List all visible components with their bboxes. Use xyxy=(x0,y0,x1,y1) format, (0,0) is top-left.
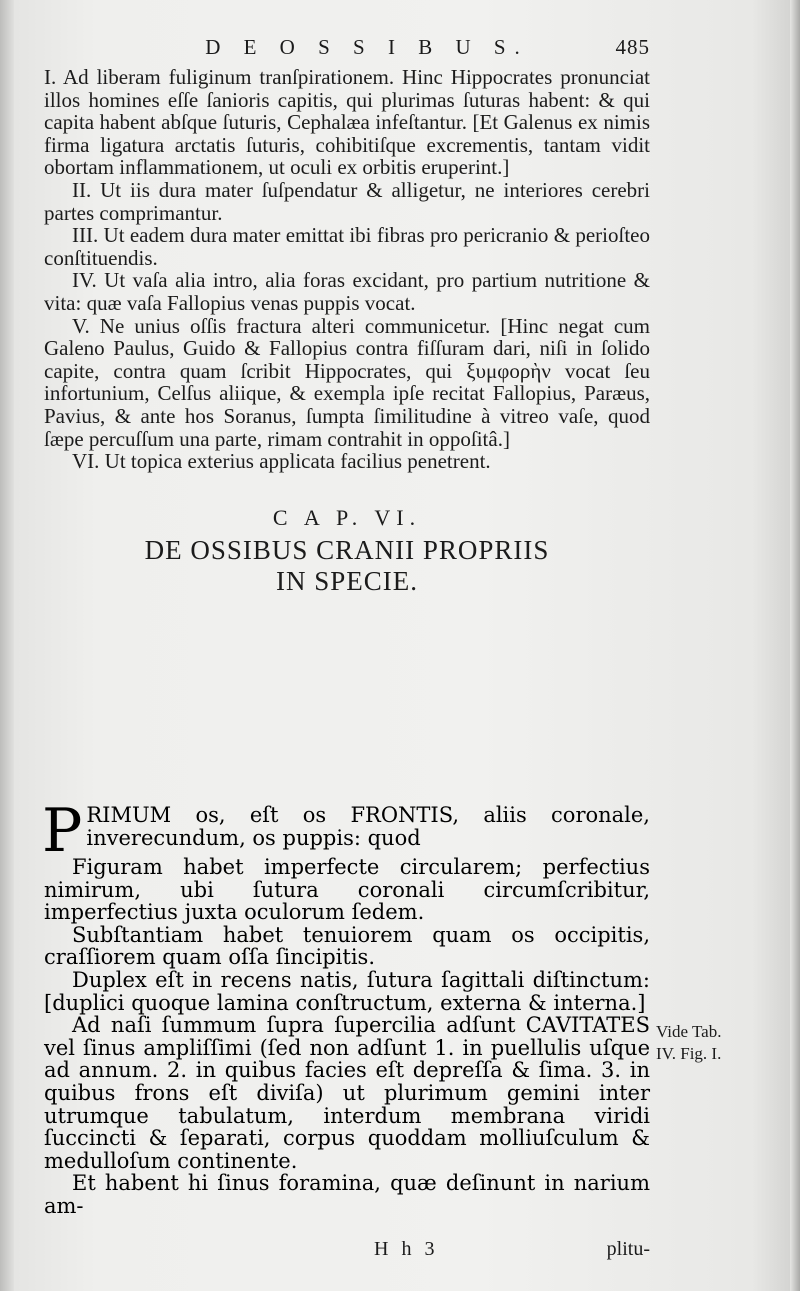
chapter-title-line-2: IN SPECIE. xyxy=(275,566,418,597)
paragraph-2: II. Ut iis dura mater ſuſpendatur & alligetur, ne interiores cerebri partes comprimantur. xyxy=(44,177,650,225)
paragraph-3: III. Ut eadem dura mater emittat ibi fibras pro pericranio & perioſteo conſtituendis. xyxy=(44,223,650,270)
running-head xyxy=(44,36,650,66)
chapter-label: C A P. VI. xyxy=(272,504,422,530)
paragraph-4: IV. Ut vaſa alia intro, alia foras excidant, pro partium nutritione & vita: quæ vaſa Fallopius venas puppis vocat. xyxy=(44,268,650,315)
chapter-title-line-1: DE OSSIBUS CRANII PROPRIIS xyxy=(144,535,550,566)
text-block xyxy=(44,36,650,613)
paragraph-cavitates: Ad naſi ſummum ſupra ſupercilia adſunt CAVITATES vel ſinus ampliſſimi (ſed non adſunt 1. in puellulis uſque ad annum. 2. in quibus facies eſt depreſſa & ſima. 3. in quibus frons eſt diviſa) ut plurimum gemini inter utrumque tabulatum, interdum membrana viridi ſuccincti & ſeparati, corpus quoddam molliuſculum & medulloſum continente. xyxy=(44,1013,650,1173)
page-gutter xyxy=(0,0,14,1291)
paragraph-1: I. Ad liberam fuliginum tranſpirationem. Hinc Hippocrates pronunciat illos homines eſſe ſanioris capitis, qui plurimas ſuturas habent: & qui capita habent abſque ſuturis, Cephalæa infeſtantur. [Et Galenus ex nimis firma ligatura arctatis ſuturis, cohibitiſque excrementis, tantam vidit obortam inflammationem, ut oculi ex orbitis eruperint.] xyxy=(44,65,650,180)
page-edge xyxy=(790,0,800,1291)
chapter-title xyxy=(44,535,650,597)
marginal-note-line-2: IV. Fig. I. xyxy=(656,1044,722,1063)
catchword: plitu- xyxy=(606,1238,650,1260)
paragraph-substantia: Subſtantiam habet tenuiorem quam os occipitis, craſſiorem quam oſſa ſincipitis. xyxy=(44,922,650,970)
paragraph-6: VI. Ut topica exterius applicata facilius penetrent. xyxy=(72,449,491,474)
marginal-note-line-1: Vide Tab. xyxy=(656,1022,722,1041)
opening-paragraph xyxy=(42,796,650,866)
opening-paragraph-text: RIMUM os, eſt os FRONTIS, aliis coronale, inverecundum, os puppis: quod xyxy=(86,803,650,850)
marginal-note xyxy=(656,1021,776,1065)
drop-cap: P xyxy=(42,796,83,866)
paragraph-5: V. Ne unius oſſis fractura alteri communicetur. [Hinc negat cum Galeno Paulus, Guido & Fallopius contra fiſſuram dari, niſi in ſolido capite, contra quam ſcribit Hippocrates, qui ξυμφορὴν vocat ſeu infortunium, Celſus aliique, & exempla ipſe recitat Fallopius, Paræus, Pavius, & ante hos Soranus, ſumpta ſimilitudine à vitreo vaſe, quod ſæpe percuſſum una parte, rimam contrahit in oppoſitâ.] xyxy=(44,313,650,451)
paragraph-foramina: Et habent hi ſinus foramina, quæ deſinunt in narium am- xyxy=(44,1171,650,1218)
page-footer xyxy=(44,1238,650,1262)
paragraph-duplex: Duplex eſt in recens natis, ſutura ſagittali diſtinctum: [duplici quoque lamina conſtructum, externa & interna.] xyxy=(44,967,650,1015)
chapter-body xyxy=(42,796,650,1218)
running-head-title: D E O S S I B U S. xyxy=(205,35,529,59)
page-number: 485 xyxy=(615,35,650,59)
signature-mark: H h 3 xyxy=(374,1238,439,1260)
paragraph-figura: Figuram habet imperfecte circularem; perfectius nimirum, ubi ſutura coronali circumſcribitur, imperfectius juxta oculorum ſedem. xyxy=(44,855,650,925)
